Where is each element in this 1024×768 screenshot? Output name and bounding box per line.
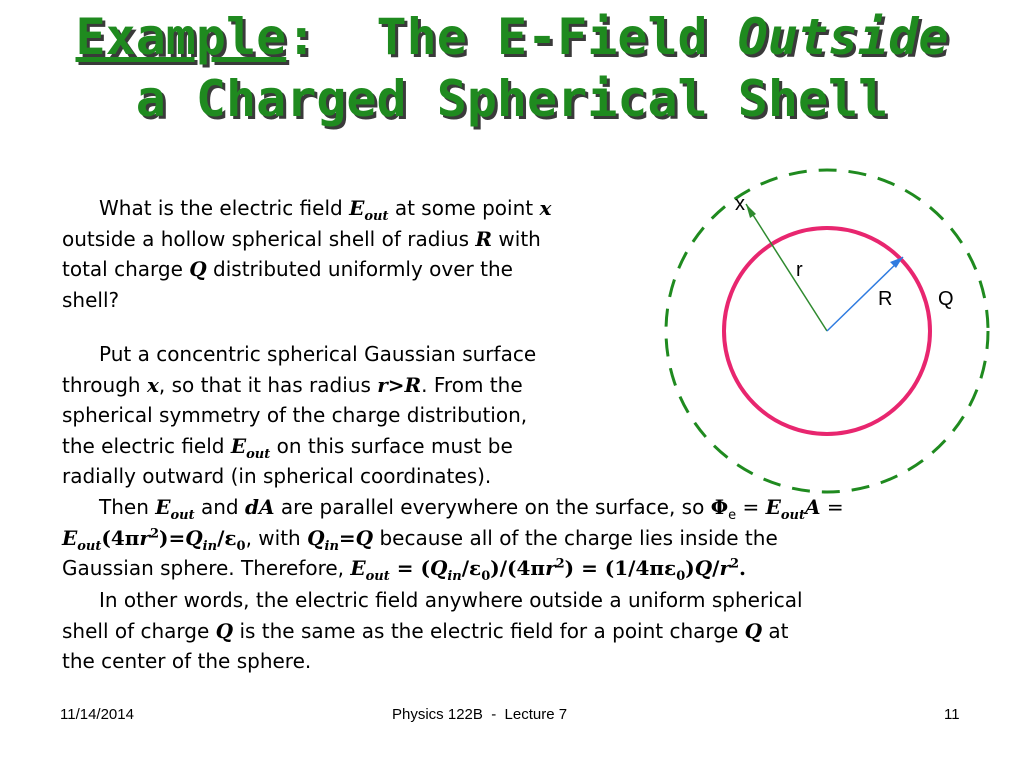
Q-symbol: Q [215, 618, 234, 643]
zero-subscript: 0 [481, 569, 491, 584]
Q-label: Q [938, 288, 954, 310]
in-subscript: in [447, 569, 462, 584]
math-epsilon: /ε [461, 556, 482, 580]
x-symbol: x [539, 196, 552, 220]
title-example: Example [75, 8, 287, 66]
out-subscript: out [364, 209, 389, 224]
E-symbol: E [765, 495, 781, 519]
p4-text-4: at [762, 618, 789, 643]
r-vector [746, 204, 827, 331]
p2-text-4: . From the [421, 372, 523, 397]
r-symbol: r [545, 556, 556, 580]
R-arrowhead [890, 257, 903, 268]
p3-text-8: Gaussian sphere. Therefore, [62, 556, 351, 580]
E-symbol: E [155, 495, 171, 519]
title-colon: : [286, 8, 317, 66]
p2-text-1: Put a concentric spherical Gaussian surface [99, 342, 537, 366]
math-equals: )= [159, 525, 186, 550]
p2-text-7: on this surface must be [270, 433, 513, 458]
dA-symbol: dA [244, 495, 275, 519]
E-symbol: E [349, 196, 365, 220]
r-gt-R-symbol: r>R [377, 372, 422, 397]
title-outside: Outside [737, 8, 949, 66]
p3-text-1: Then [99, 495, 156, 519]
Q-symbol: Q [189, 257, 207, 281]
r-label: r [796, 259, 803, 281]
A-symbol: A [804, 495, 821, 519]
in-subscript: in [324, 538, 339, 554]
math-slash: / [712, 556, 720, 580]
out-subscript: out [780, 508, 805, 523]
squared-superscript: 2 [730, 556, 740, 572]
r-symbol: r [139, 525, 150, 550]
r-arrowhead [746, 204, 756, 218]
E-symbol: E [350, 556, 366, 580]
E-symbol: E [230, 433, 247, 458]
E-symbol: E [62, 525, 78, 550]
p1-text-2: at some point [388, 196, 540, 220]
r-symbol: r [719, 556, 730, 580]
p3-text-2: and [194, 495, 245, 519]
p3-text-5: = [820, 495, 844, 519]
p2-text-3: , so that it has radius [158, 372, 378, 397]
p1-text-7: shell? [62, 287, 120, 312]
footer-page-number: 11 [944, 706, 960, 723]
out-subscript: out [246, 446, 271, 462]
p4-text-5: the center of the sphere. [62, 649, 312, 673]
p2-text-8: radially outward (in spherical coordinates). [62, 464, 492, 488]
zero-subscript: 0 [236, 538, 246, 554]
p3-text-6: , with [245, 525, 308, 550]
zero-subscript: 0 [676, 569, 686, 584]
paragraph-question [62, 193, 551, 315]
math-equals: = [338, 525, 356, 550]
p2-text-2: through [62, 372, 147, 397]
paragraph-derivation [62, 492, 1012, 584]
p2-text-6: the electric field [62, 433, 231, 458]
footer-course: Physics 122B - Lecture 7 [392, 706, 568, 723]
out-subscript: out [77, 538, 102, 554]
Q-symbol: Q [355, 525, 374, 550]
p4-text-1: In other words, the electric field anywhere outside a uniform spherical [99, 588, 803, 612]
phi-symbol: Φ [710, 495, 729, 519]
p1-text-3: outside a hollow spherical shell of radius [62, 226, 476, 251]
p3-text-7: because all of the charge lies inside the [373, 525, 778, 550]
math-4pi: )/(4π [490, 556, 546, 580]
Q-symbol: Q [307, 525, 325, 550]
e-subscript: e [728, 508, 737, 523]
title-line-2: a Charged Spherical Shell [135, 70, 889, 128]
R-symbol: R [475, 226, 493, 251]
math-open: = ( [389, 556, 430, 580]
paragraph-gaussian-surface [62, 339, 536, 492]
squared-superscript: 2 [555, 556, 565, 572]
x-label: x [735, 193, 745, 215]
p3-text-4: = [736, 495, 766, 519]
p1-text-1: What is the electric field [99, 196, 350, 220]
R-label: R [878, 288, 893, 310]
footer-date: 11/14/2014 [60, 706, 134, 723]
p3-text-3: are parallel everywhere on the surface, so [274, 495, 711, 519]
out-subscript: out [365, 569, 390, 584]
Q-symbol: Q [185, 525, 203, 550]
math-epsilon: /ε [217, 525, 237, 550]
math-coulomb: ) = (1/4πε [564, 556, 677, 580]
Q-symbol: Q [744, 618, 763, 643]
title-part1: The E-Field [316, 8, 738, 66]
p2-text-5: spherical symmetry of the charge distribution, [62, 403, 528, 427]
p1-text-6: distributed uniformly over the [206, 257, 513, 281]
squared-superscript: 2 [149, 525, 160, 541]
x-symbol: x [146, 372, 159, 397]
p4-text-2: shell of charge [62, 618, 216, 643]
p4-text-3: is the same as the electric field for a point charge [233, 618, 745, 643]
math-close: ) [685, 556, 695, 580]
math-4pi: (4π [101, 525, 140, 550]
Q-symbol: Q [694, 556, 713, 580]
paragraph-conclusion [62, 585, 1012, 677]
Q-symbol: Q [429, 556, 448, 580]
p1-text-4: with [492, 226, 541, 251]
math-period: . [739, 556, 747, 580]
out-subscript: out [170, 508, 195, 523]
p1-text-5: total charge [62, 257, 190, 281]
in-subscript: in [202, 538, 218, 554]
